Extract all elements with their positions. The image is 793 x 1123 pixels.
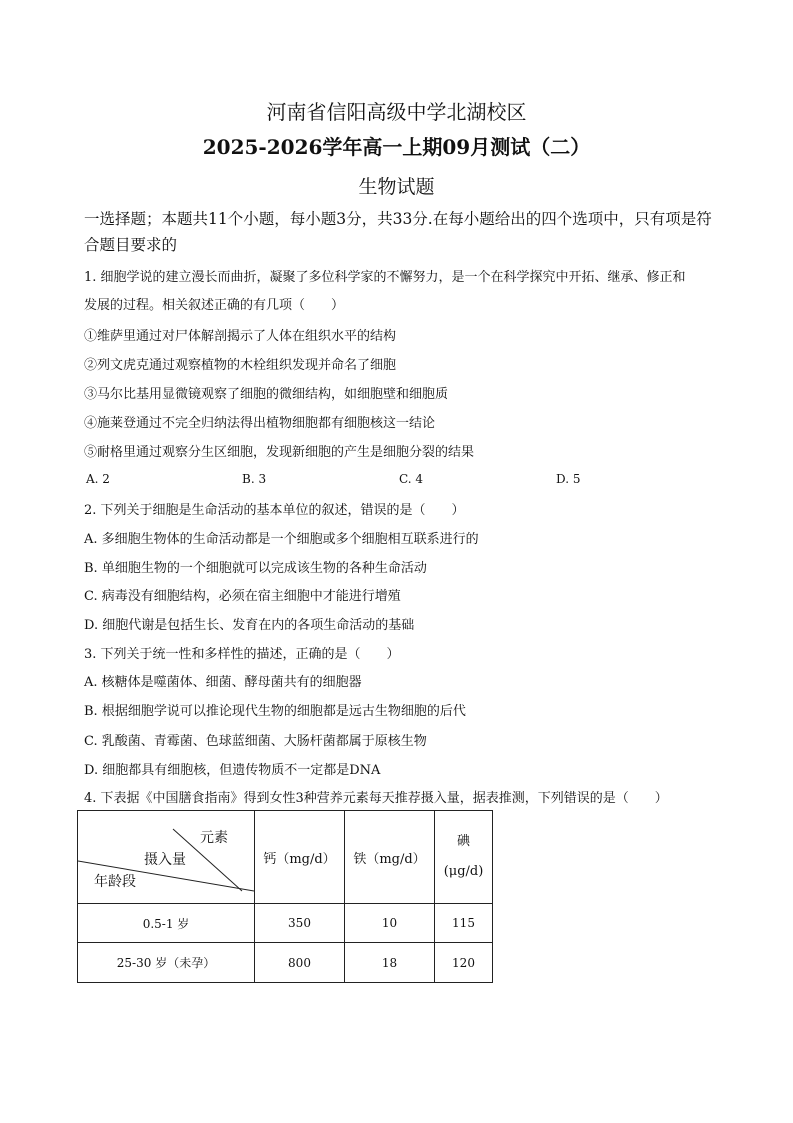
section-intro: 一选择题；本题共11个小题，每小题3分，共33分.在每小题给出的四个选项中，只有项是符合题目要求的 [84, 210, 712, 254]
cell-calcium: 800 [255, 943, 345, 983]
corner-label-intake: 摄入量 [144, 852, 186, 868]
q1-statement-4: ④施莱登通过不完全归纳法得出植物细胞都有细胞核这一结论 [84, 416, 436, 431]
cell-iodine: 115 [435, 904, 493, 943]
row-age: 25-30 岁（未孕） [78, 943, 255, 983]
corner-label-element: 元素 [200, 830, 228, 846]
col-header-iron: 铁（mg/d） [345, 811, 435, 904]
q1-statement-2: ②列文虎克通过观察植物的木栓组织发现并命名了细胞 [84, 358, 397, 373]
subject-title: 生物试题 [358, 176, 435, 198]
col-header-iodine [435, 811, 493, 904]
q2-choice-c[interactable]: C. 病毒没有细胞结构，必须在宿主细胞中才能进行增殖 [84, 589, 401, 604]
q3-stem: 3. 下列关于统一性和多样性的描述，正确的是（ ） [84, 647, 400, 662]
q2-stem: 2. 下列关于细胞是生命活动的基本单位的叙述，错误的是（ ） [84, 503, 465, 518]
q1-choice-a[interactable]: A. 2 [86, 472, 110, 486]
q1-stem-line-1: 1. 细胞学说的建立漫长而曲折，凝聚了多位科学家的不懈努力，是一个在科学探究中开拓、继承、修正和 [84, 270, 686, 285]
q3-choice-b[interactable]: B. 根据细胞学说可以推论现代生物的细胞都是远古生物细胞的后代 [84, 704, 466, 719]
q1-choice-d[interactable]: D. 5 [556, 472, 581, 486]
nutrient-table [77, 810, 493, 983]
q2-choice-b[interactable]: B. 单细胞生物的一个细胞就可以完成该生物的各种生命活动 [84, 561, 427, 576]
table-row [78, 943, 493, 983]
table-corner-cell [78, 811, 255, 904]
q1-choice-c[interactable]: C. 4 [399, 472, 424, 486]
row-age: 0.5-1 岁 [78, 904, 255, 943]
iodine-label: 碘 [456, 834, 470, 849]
table-row [78, 904, 493, 943]
q1-statement-1: ①维萨里通过对尸体解剖揭示了人体在组织水平的结构 [84, 329, 397, 344]
q2-choice-a[interactable]: A. 多细胞生物体的生命活动都是一个细胞或多个细胞相互联系进行的 [84, 532, 479, 547]
q4-stem: 4. 下表据《中国膳食指南》得到女性3种营养元素每天推荐摄入量，据表推测，下列错误的是（ ） [84, 791, 668, 806]
cell-iron: 18 [345, 943, 435, 983]
q1-statement-5: ⑤耐格里通过观察分生区细胞，发现新细胞的产生是细胞分裂的结果 [84, 445, 475, 460]
cell-calcium: 350 [255, 904, 345, 943]
q3-choice-c[interactable]: C. 乳酸菌、青霉菌、色球蓝细菌、大肠杆菌都属于原核生物 [84, 734, 427, 749]
school-title: 河南省信阳高级中学北湖校区 [266, 100, 527, 124]
q2-choice-d[interactable]: D. 细胞代谢是包括生长、发育在内的各项生命活动的基础 [84, 618, 415, 633]
q3-choice-d[interactable]: D. 细胞都具有细胞核，但遗传物质不一定都是DNA [84, 763, 381, 778]
exam-title: 2025-2026学年高一上期09月测试（二） [202, 135, 591, 159]
q1-choice-b[interactable]: B. 3 [242, 472, 267, 486]
q3-choice-a[interactable]: A. 核糖体是噬菌体、细菌、酵母菌共有的细胞器 [84, 675, 362, 690]
q1-statement-3: ③马尔比基用显微镜观察了细胞的微细结构，如细胞壁和细胞质 [84, 387, 449, 402]
corner-label-age: 年龄段 [94, 874, 136, 890]
col-header-calcium: 钙（mg/d） [255, 811, 345, 904]
q1-stem-line-2: 发展的过程。相关叙述正确的有几项（ ） [84, 298, 345, 313]
iodine-unit: (μg/d) [443, 864, 484, 879]
cell-iron: 10 [345, 904, 435, 943]
cell-iodine: 120 [435, 943, 493, 983]
